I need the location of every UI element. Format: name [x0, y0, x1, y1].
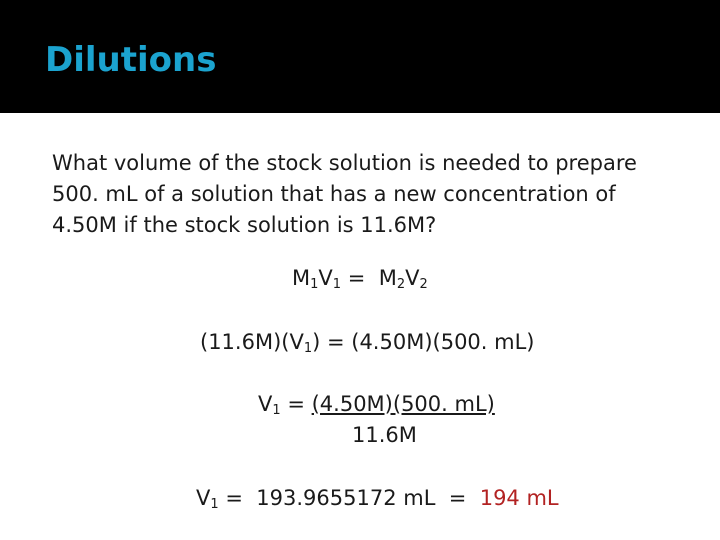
- v1-subscript: 1: [210, 497, 219, 512]
- final-answer: 194 mL: [479, 486, 559, 510]
- substitution-left: (11.6M)(V: [200, 330, 304, 354]
- result-equation: [196, 486, 559, 512]
- calculated-value: = 193.9655172 mL =: [218, 486, 480, 510]
- m2-subscript: 2: [396, 277, 406, 292]
- m2-symbol: M: [378, 266, 397, 290]
- v1-subscript: 1: [272, 403, 281, 418]
- substitution-right: ) = (4.50M)(500. mL): [312, 330, 535, 354]
- m1-subscript: 1: [310, 277, 319, 292]
- substitution-equation: [200, 330, 535, 356]
- dilution-formula: [292, 266, 428, 292]
- fraction-denominator: 11.6M: [352, 423, 417, 447]
- question-text: What volume of the stock solution is needed to prepare 500. mL of a solution that has a new concentration of 4.50M if the stock solution is 11.6M?: [52, 151, 637, 237]
- v2-subscript: 2: [419, 277, 428, 292]
- fraction-numerator: (4.50M)(500. mL): [311, 392, 495, 416]
- v2-symbol: V: [405, 266, 420, 290]
- equals-sign: =: [280, 392, 312, 416]
- v1-symbol: V: [196, 486, 211, 510]
- v1-symbol: V: [318, 266, 333, 290]
- slide-title: Dilutions: [45, 40, 217, 80]
- v1-symbol: V: [258, 392, 273, 416]
- rearranged-equation: [258, 392, 495, 418]
- title-bar: [0, 0, 720, 113]
- equals-sign: =: [341, 266, 379, 290]
- v1-subscript: 1: [332, 277, 342, 292]
- substitution-subscript: 1: [303, 341, 313, 356]
- m1-symbol: M: [292, 266, 311, 290]
